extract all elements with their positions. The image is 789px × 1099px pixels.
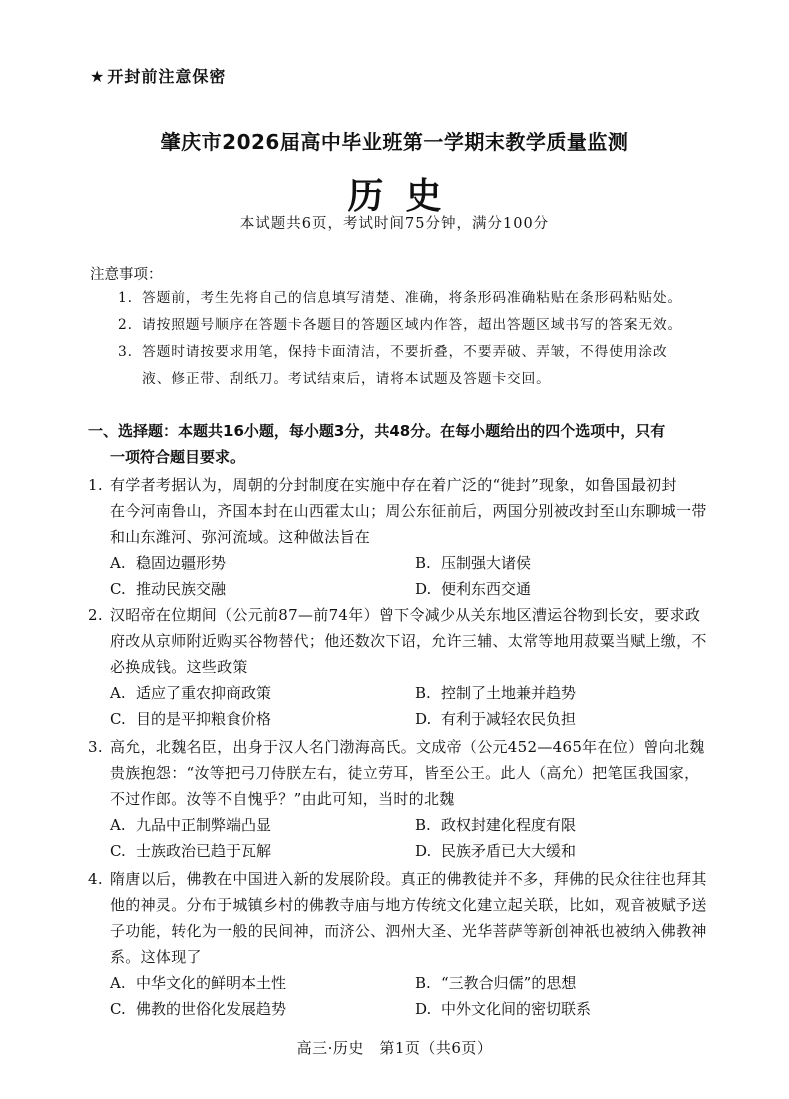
subject-title: 历史 [347,175,464,217]
question-text: 不过作郎。汝等不自愧乎？”由此可知，当时的北魏 [110,790,455,808]
option-text: 政权封建化程度有限 [441,816,577,834]
exam-info: 本试题共6页，考试时间75分钟，满分100分 [239,216,550,232]
question-4 [88,866,710,970]
question-text: 和山东潍河、弥河流域。这种做法旨在 [110,528,371,546]
option-letter: C. [110,842,126,860]
option-a[interactable] [110,972,286,993]
note-text: 请按照题号顺序在答题卡各题目的答题区域内作答，超出答题区域书写的答案无效。 [142,317,683,333]
option-letter: B. [415,684,431,702]
option-letter: B. [415,974,431,992]
option-letter: C. [110,1000,126,1018]
question-3 [88,734,710,812]
option-text: 压制强大诸侯 [441,554,532,572]
option-c[interactable] [110,998,286,1019]
option-a[interactable] [110,552,226,573]
star-icon: ★ [90,67,106,86]
option-letter: B. [415,554,431,572]
option-b[interactable] [415,682,576,703]
option-letter: A. [110,554,126,572]
option-d[interactable] [415,998,591,1019]
option-c[interactable] [110,840,271,861]
section-heading-line: 一、选择题：本题共16小题，每小题3分，共48分。在每小题给出的四个选项中，只有 [88,422,666,440]
option-letter: D. [415,580,432,598]
question-text: 子功能，转化为一般的民间神，而济公、泗州大圣、光华菩萨等新创神祇也被纳入佛教神 [110,922,707,940]
option-letter: A. [110,684,126,702]
option-letter: A. [110,974,126,992]
option-letter: D. [415,710,432,728]
question-1 [88,472,710,550]
option-text: 控制了土地兼并趋势 [441,684,577,702]
question-text: 隋唐以后，佛教在中国进入新的发展阶段。真正的佛教徒并不多，拜佛的民众往往也拜其 [110,870,707,888]
confidential-notice [90,64,226,87]
question-line [88,472,710,498]
note-number: 2. [118,317,133,333]
page-footer: 高三·历史 第1页（共6页） [296,1039,493,1057]
question-text: 府改从京师附近购买谷物替代；他还数次下诏，允许三辅、太常等地用菽粟当赋上缴，不 [110,632,707,650]
option-text: 有利于减轻农民负担 [441,710,577,728]
option-text: “三教合归儒”的思想 [441,974,577,992]
question-number: 4. [88,870,103,888]
question-line [88,866,710,892]
option-text: 中外文化间的密切联系 [441,1000,592,1018]
option-letter: D. [415,1000,432,1018]
option-text: 稳固边疆形势 [136,554,227,572]
option-text: 九品中正制弊端凸显 [136,816,272,834]
section-heading [88,418,708,470]
question-2 [88,602,710,680]
note-number: 1. [118,290,133,306]
question-text: 他的神灵。分布于城镇乡村的佛教寺庙与地方传统文化建立起关联，比如，观音被赋予送 [110,896,707,914]
option-letter: B. [415,816,431,834]
option-b[interactable] [415,552,531,573]
option-text: 推动民族交融 [136,580,227,598]
option-a[interactable] [110,682,271,703]
notes-title: 注意事项： [90,267,163,283]
question-text: 汉昭帝在位期间（公元前87—前74年）曾下令减少从关东地区漕运谷物到长安，要求政 [110,606,701,624]
option-letter: C. [110,580,126,598]
option-text: 民族矛盾已大大缓和 [441,842,577,860]
question-number: 3. [88,738,103,756]
option-letter: A. [110,816,126,834]
option-text: 佛教的世俗化发展趋势 [136,1000,287,1018]
note-item [118,339,708,393]
confidential-text: 开封前注意保密 [107,67,227,86]
option-text: 适应了重农抑商政策 [136,684,272,702]
question-line [88,602,710,628]
option-text: 便利东西交通 [441,580,532,598]
note-text: 答题前，考生先将自己的信息填写清楚、准确，将条形码准确粘贴在条形码粘贴处。 [142,290,683,306]
section-heading-line: 一项符合题目要求。 [110,448,246,466]
option-b[interactable] [415,814,576,835]
note-text: 答题时请按要求用笔，保持卡面清洁，不要折叠，不要弄破、弄皱，不得使用涂改 [142,344,668,360]
question-text: 系。这体现了 [110,948,202,966]
question-text: 在今河南鲁山，齐国本封在山西霍太山；周公东征前后，两国分别被改封至山东聊城一带 [110,502,707,520]
option-c[interactable] [110,708,271,729]
note-item [118,312,708,339]
note-number: 3. [118,344,133,360]
exam-title: 肇庆市2026届高中毕业班第一学期末教学质量监测 [160,130,629,154]
question-text: 必换成钱。这些政策 [110,658,248,676]
option-a[interactable] [110,814,271,835]
note-text-continued: 液、修正带、刮纸刀。考试结束后，请将本试题及答题卡交回。 [142,371,551,387]
note-item [118,285,708,312]
question-number: 2. [88,606,103,624]
question-number: 1. [88,476,103,494]
question-text: 贵族抱怨：“汝等把弓刀侍朕左右，徒立劳耳，皆至公王。此人（高允）把笔匡我国家， [110,764,700,782]
question-line [88,734,710,760]
option-d[interactable] [415,840,576,861]
option-letter: C. [110,710,126,728]
question-text: 高允，北魏名臣，出身于汉人名门渤海高氏。文成帝（公元452—465年在位）曾向北魏 [110,738,705,756]
option-text: 中华文化的鲜明本土性 [136,974,287,992]
option-letter: D. [415,842,432,860]
question-text: 有学者考据认为，周朝的分封制度在实施中存在着广泛的“徙封”现象，如鲁国最初封 [110,476,677,494]
option-d[interactable] [415,578,531,599]
option-d[interactable] [415,708,576,729]
option-c[interactable] [110,578,226,599]
option-text: 士族政治已趋于瓦解 [136,842,272,860]
option-b[interactable] [415,972,576,993]
option-text: 目的是平抑粮食价格 [136,710,272,728]
